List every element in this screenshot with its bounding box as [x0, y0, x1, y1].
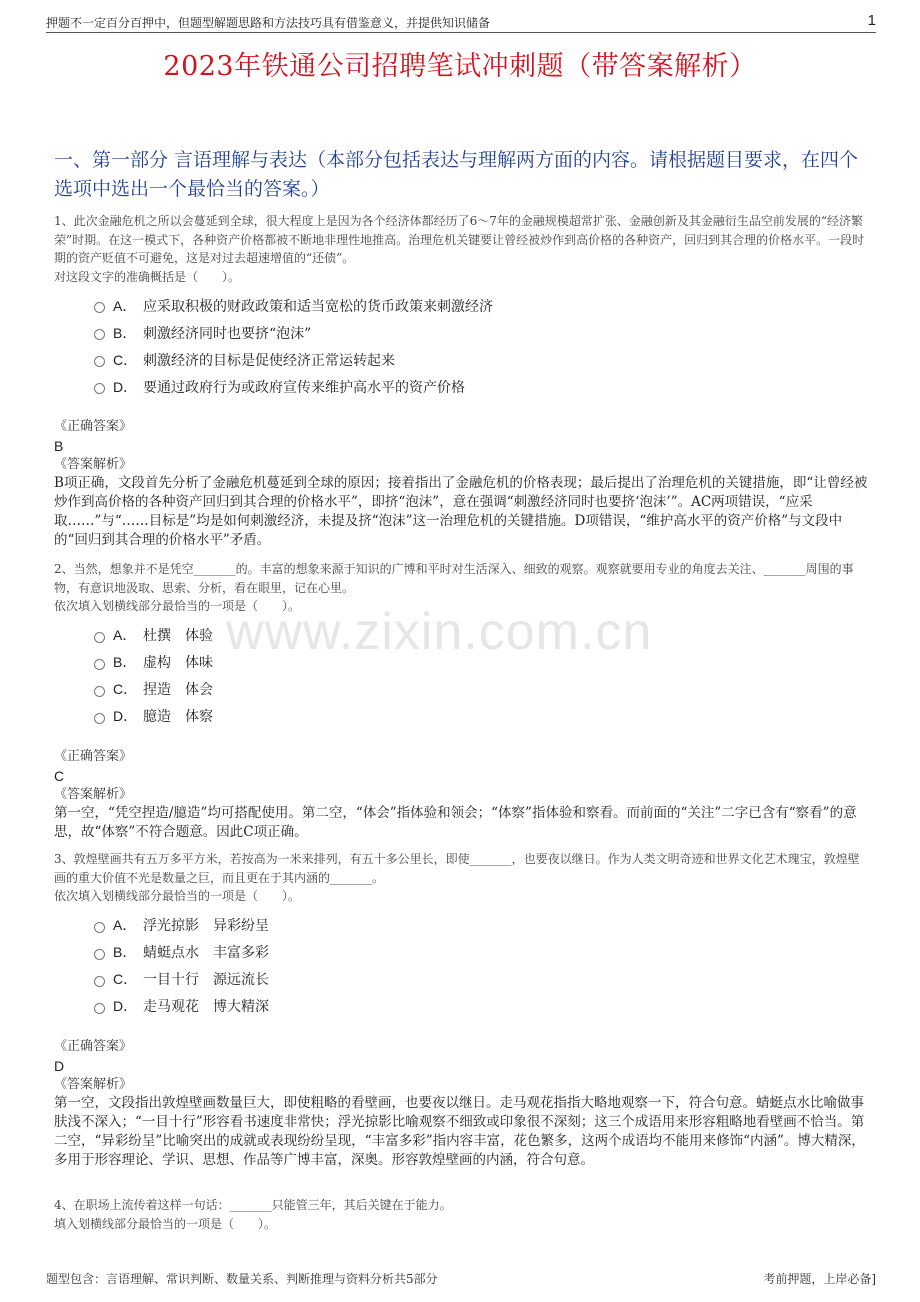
footer-right-text: 考前押题，上岸必备] — [763, 1272, 876, 1286]
radio-icon[interactable] — [94, 329, 105, 340]
question-1 — [54, 212, 870, 550]
option-b[interactable] — [94, 649, 870, 676]
question-prompt: 依次填入划横线部分最恰当的一项是（ ）。 — [54, 889, 301, 903]
option-text: 一目十行 源远流长 — [143, 972, 269, 988]
answer-label: 《正确答案》 — [54, 1038, 133, 1054]
answer-block — [54, 748, 870, 842]
option-d[interactable] — [94, 373, 870, 400]
page-number: 1 — [867, 12, 876, 29]
option-text: 浮光掠影 异彩纷呈 — [143, 918, 269, 934]
option-letter: B． — [113, 944, 137, 960]
answer-block — [54, 418, 870, 550]
page-footer — [46, 1270, 876, 1287]
option-b[interactable] — [94, 939, 870, 966]
option-letter: D． — [113, 378, 138, 395]
option-d[interactable] — [94, 703, 870, 730]
option-b[interactable] — [94, 319, 870, 346]
option-letter: A． — [113, 627, 137, 643]
option-c[interactable] — [94, 346, 870, 373]
header-text: 押题不一定百分百押中，但题型解题思路和方法技巧具有借鉴意义，并提供知识储备 — [46, 16, 491, 30]
question-2 — [54, 560, 870, 842]
explanation-label: 《答案解析》 — [54, 1076, 133, 1092]
option-list — [94, 292, 870, 400]
question-stem: 2、当然，想象并不是凭空_______的。丰富的想象来源于知识的广博和平时对生活深入、细致的观察。观察就要用专业的角度去关注、_______周围的事物，有意识地汲取、思索、分析，看在眼里，记在心里。 — [54, 562, 854, 595]
radio-icon[interactable] — [94, 949, 105, 960]
option-text: 捏造 体会 — [143, 682, 213, 698]
question-4 — [54, 1196, 870, 1233]
option-letter: D． — [113, 998, 138, 1014]
radio-icon[interactable] — [94, 302, 105, 313]
option-letter: B． — [113, 654, 137, 670]
radio-icon[interactable] — [94, 976, 105, 987]
answer-block — [54, 1038, 870, 1170]
header-divider — [46, 32, 876, 33]
radio-icon[interactable] — [94, 383, 105, 394]
option-letter: C． — [113, 971, 138, 987]
answer-value: B — [54, 438, 64, 454]
answer-value: C — [54, 767, 65, 784]
option-letter: A． — [113, 297, 137, 314]
question-prompt: 依次填入划横线部分最恰当的一项是（ ）。 — [54, 599, 301, 613]
explanation-text: 第一空，文段指出敦煌壁画数量巨大，即使粗略的看壁画，也要夜以继日。走马观花指指大略地观察一下，符合句意。蜻蜓点水比喻做事肤浅不深入；“一目十行”形容看书速度非常快；浮光掠影比喻观察不细致或印象很不深刻；这三个成语用来形容粗略地看壁画不恰当。第二空，“异彩纷呈”比喻突出的成就或表现纷纷呈现，“丰富多彩”指内容丰富，花色繁多，这两个成语均不能用来修饰“内涵”。博大精深，多用于形容理论、学识、思想、作品等广博丰富，深奥。形容敦煌壁画的内涵，符合句意。 — [54, 1094, 865, 1168]
option-text: 应采取积极的财政政策和适当宽松的货币政策来刺激经济 — [143, 298, 493, 315]
footer-left-text: 题型包含：言语理解、常识判断、数量关系、判断推理与资料分析共5部分 — [46, 1272, 438, 1286]
option-letter: D． — [113, 708, 138, 724]
radio-icon[interactable] — [94, 686, 105, 697]
option-letter: C． — [113, 351, 138, 368]
explanation-text: 第一空，“凭空捏造/臆造”均可搭配使用。第二空，“体会”指体验和领会；“体察”指体验和察看。而前面的“关注”二字已含有“察看”的意思，故“体察”不符合题意。因此C项正确。 — [54, 804, 857, 840]
section-heading: 一、第一部分 言语理解与表达（本部分包括表达与理解两方面的内容。请根据题目要求，在四个选项中选出一个最恰当的答案。） — [54, 149, 859, 200]
question-stem: 3、敦煌壁画共有五万多平方米，若按高为一米来排列，有五十多公里长，即使_______，也要夜以继日。作为人类文明奇迹和世界文化艺术瑰宝，敦煌壁画的重大价值不光是数量之巨，而且更在于其内涵的_______。 — [54, 852, 860, 885]
radio-icon[interactable] — [94, 356, 105, 367]
option-text: 刺激经济的目标是促使经济正常运转起来 — [143, 352, 395, 369]
radio-icon[interactable] — [94, 659, 105, 670]
option-text: 臆造 体察 — [143, 709, 213, 725]
option-text: 杜撰 体验 — [143, 628, 213, 644]
option-letter: B． — [113, 324, 137, 341]
radio-icon[interactable] — [94, 922, 105, 933]
radio-icon[interactable] — [94, 713, 105, 724]
answer-label: 《正确答案》 — [54, 748, 133, 764]
option-a[interactable] — [94, 622, 870, 649]
option-text: 刺激经济同时也要挤“泡沫” — [143, 325, 312, 342]
option-a[interactable] — [94, 912, 870, 939]
explanation-label: 《答案解析》 — [54, 786, 133, 802]
answer-value: D — [54, 1057, 65, 1074]
option-text: 虚构 体味 — [143, 655, 213, 671]
question-stem: 1、此次金融危机之所以会蔓延到全球，很大程度上是因为各个经济体都经历了6～7年的金融规模超常扩张、金融创新及其金融衍生品空前发展的“经济繁荣”时期。在这一模式下，各种资产价格都被不断地非理性地推高。治理危机关键要让曾经被炒作到高价格的各种资产，回归到其合理的价格水平。一段时期的资产贬值不可避免，这是对过去超速增值的“还债”。 — [54, 214, 865, 265]
option-letter: A． — [113, 917, 137, 933]
explanation-label: 《答案解析》 — [54, 457, 133, 472]
document-title: 2023年铁通公司招聘笔试冲刺题（带答案解析） — [163, 51, 757, 82]
question-3 — [54, 850, 870, 1170]
option-list — [94, 912, 870, 1020]
answer-label: 《正确答案》 — [54, 419, 133, 434]
question-stem: 4、在职场上流传着这样一句话：_______只能管三年，其后关键在于能力。 — [54, 1198, 452, 1212]
option-text: 走马观花 博大精深 — [143, 999, 269, 1015]
question-prompt: 填入划横线部分最恰当的一项是（ ）。 — [54, 1216, 277, 1231]
watermark: www.zixin.com.cn — [226, 603, 653, 661]
question-prompt: 对这段文字的准确概括是（ ）。 — [54, 269, 241, 284]
option-text: 要通过政府行为或政府宣传来维护高水平的资产价格 — [143, 379, 465, 396]
option-list — [94, 622, 870, 730]
option-c[interactable] — [94, 966, 870, 993]
radio-icon[interactable] — [94, 632, 105, 643]
radio-icon[interactable] — [94, 1003, 105, 1014]
option-text: 蜻蜓点水 丰富多彩 — [143, 945, 269, 961]
option-c[interactable] — [94, 676, 870, 703]
option-a[interactable] — [94, 292, 870, 319]
page-header — [46, 14, 876, 31]
explanation-text: B项正确，文段首先分析了金融危机蔓延到全球的原因；接着指出了金融危机的价格表现；最后提出了治理危机的关键措施，即“让曾经被炒作到高价格的各种资产回归到其合理的价格水平”，即挤“泡沫”，意在强调“刺激经济同时也要挤‘泡沫’”。AC两项错误，“应采取……”与“……目标是”均是如何刺激经济，未提及挤“泡沫”这一治理危机的关键措施。D项错误，“维护高水平的资产价格”与文段中的“回归到其合理的价格水平”矛盾。 — [54, 475, 868, 548]
option-d[interactable] — [94, 993, 870, 1020]
option-letter: C． — [113, 681, 138, 697]
